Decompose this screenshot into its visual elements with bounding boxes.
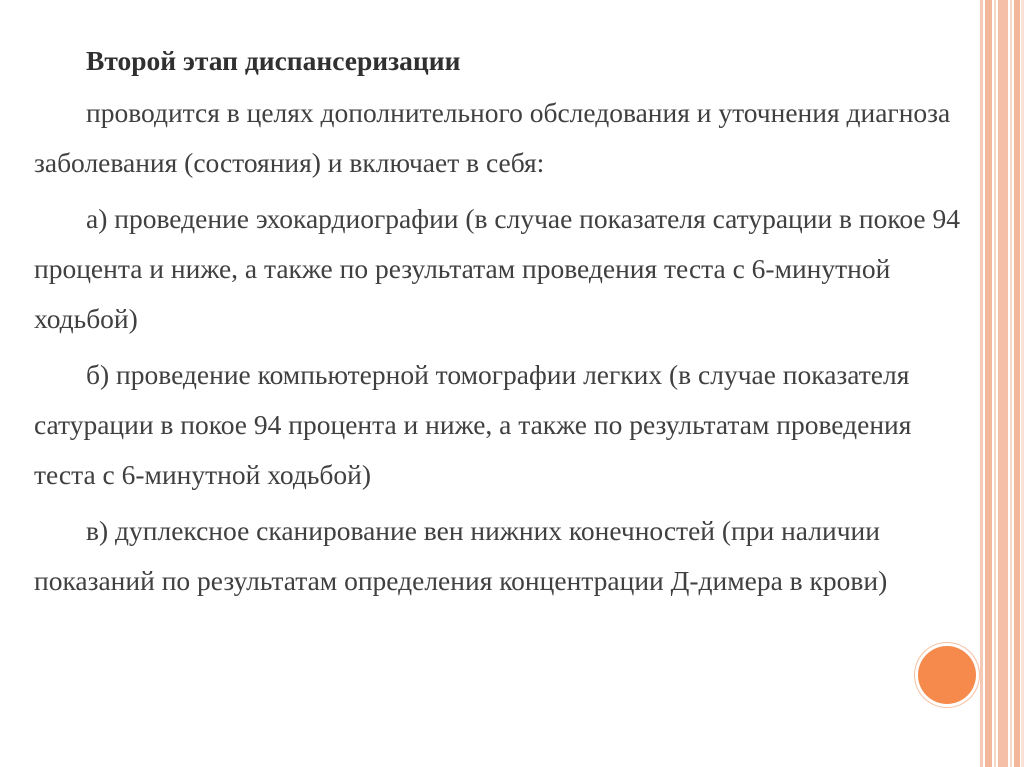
- stripe: [1014, 0, 1020, 767]
- list-item-b: б) проведение компьютерной томографии легких (в случае показателя сатурации в покое 94 процента и ниже, а также по результатам проведения теста с 6-минутной ходьбой): [34, 359, 912, 490]
- stripe: [1010, 0, 1012, 767]
- decorative-circle: [918, 646, 976, 704]
- stripe: [998, 0, 1008, 767]
- stripe: [994, 0, 996, 767]
- decorative-stripes: [980, 0, 1024, 767]
- slide-body: [34, 34, 974, 612]
- list-item-a: а) проведение эхокардиографии (в случае показателя сатурации в покое 94 процента и ниже, а также по результатам проведения теста с 6-минутной ходьбой): [34, 203, 961, 334]
- intro-paragraph: проводится в целях дополнительного обследования и уточнения диагноза заболевания (состояния) и включает в себя:: [34, 97, 951, 178]
- list-item-c: в) дуплексное сканирование вен нижних конечностей (при наличии показаний по результатам определения концентрации Д-димера в крови): [34, 515, 888, 596]
- stripe: [985, 0, 992, 767]
- stripe: [980, 0, 983, 767]
- slide-heading: Второй этап диспансеризации: [86, 45, 461, 76]
